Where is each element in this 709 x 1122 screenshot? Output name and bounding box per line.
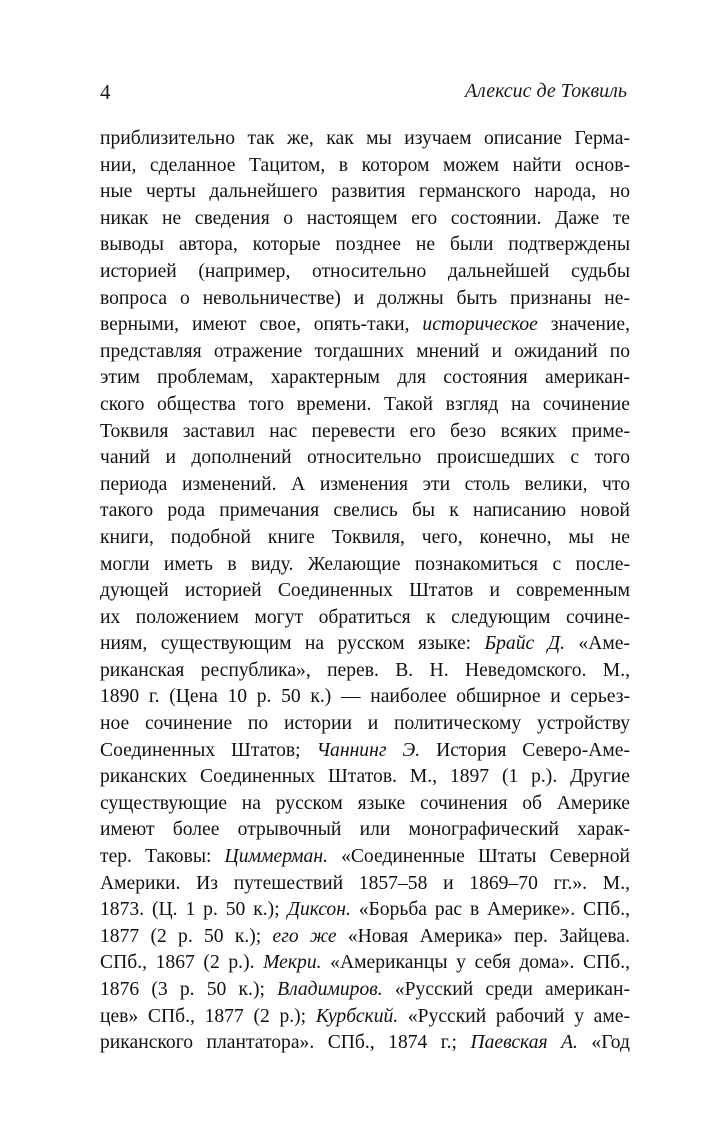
text-segment: цев» СПб., 1877 (2 р.);	[100, 1005, 316, 1027]
text-segment: «Год	[577, 1032, 630, 1054]
text-line	[100, 286, 630, 313]
text-segment: риканская республика», перев. В. Н. Неведомского. М.,	[100, 659, 630, 681]
text-segment: ное сочинение по истории и политическому устройству	[100, 713, 630, 735]
text-line	[100, 578, 630, 605]
text-line	[100, 126, 630, 153]
text-line	[100, 472, 630, 499]
text-line	[100, 924, 630, 951]
italic-text: историческое	[422, 314, 538, 336]
text-segment: 1890 г. (Цена 10 р. 50 к.) — наиболее обширное и серьез-	[100, 686, 630, 708]
text-segment: существующие на русском языке сочинения об Америке	[100, 792, 630, 814]
text-segment: их положением могут обратиться к следующим сочине-	[100, 606, 630, 628]
text-segment: такого рода примечания свелись бы к написанию новой	[100, 500, 630, 522]
text-line	[100, 232, 630, 259]
text-segment: значение,	[537, 314, 630, 336]
text-line	[100, 339, 630, 366]
text-segment: «Аме-	[565, 633, 630, 655]
text-segment: имеют более отрывочный или монографический харак-	[100, 819, 630, 841]
text-line	[100, 738, 630, 765]
text-line	[100, 445, 630, 472]
text-segment: чаний и дополнений относительно происшедших с того	[100, 447, 630, 469]
text-segment: «Борьба рас в Америке». СПб.,	[350, 899, 630, 921]
text-segment: выводы автора, которые позднее не были подтверждены	[100, 234, 630, 256]
text-segment: 1876 (3 р. 50 к.);	[100, 979, 278, 1000]
text-line	[100, 153, 630, 180]
text-segment: Америки. Из путешествий 1857–58 и 1869–70 гг.». М.,	[100, 872, 630, 894]
text-segment: нии, сделанное Тацитом, в котором можем найти основ-	[100, 154, 630, 176]
italic-text: Чаннинг Э.	[316, 739, 421, 761]
text-segment: История Северо-Аме-	[420, 739, 630, 761]
text-line	[100, 605, 630, 632]
text-line	[100, 206, 630, 233]
text-line	[100, 977, 630, 1004]
text-segment: книги, подобной книге Токвиля, чего, конечно, мы не	[100, 526, 630, 548]
italic-text: Мекри.	[263, 952, 322, 974]
text-segment: «Русский среди американ-	[382, 979, 630, 1000]
italic-text: Брайс Д.	[484, 633, 565, 655]
text-segment: СПб., 1867 (2 р.).	[100, 952, 264, 974]
text-segment: представляя отражение тогдашних мнений и ожиданий по	[100, 340, 630, 362]
italic-text: Диксон.	[287, 899, 351, 921]
text-line	[100, 312, 630, 339]
text-segment: 1873. (Ц. 1 р. 50 к.);	[100, 899, 288, 921]
text-line	[100, 179, 630, 206]
text-line	[100, 711, 630, 738]
text-line	[100, 871, 630, 898]
text-segment: историей (например, относительно дальнейшей судьбы	[100, 260, 630, 282]
text-segment: приблизительно так же, как мы изучаем описание Герма-	[100, 128, 630, 149]
text-segment: риканского плантатора». СПб., 1874 г.;	[100, 1032, 471, 1054]
text-line	[100, 658, 630, 685]
text-segment: вопроса о невольничестве) и должны быть признаны не-	[100, 287, 630, 309]
page-header	[100, 80, 627, 110]
text-line	[100, 498, 630, 525]
text-line	[100, 259, 630, 286]
text-line	[100, 764, 630, 791]
text-segment: «Соединенные Штаты Северной	[327, 846, 630, 868]
text-line	[100, 525, 630, 552]
text-segment: могли иметь в виду. Желающие познакомиться с после-	[100, 553, 630, 575]
italic-text: Паевская А.	[470, 1032, 578, 1054]
text-segment: тер. Таковы:	[100, 846, 225, 868]
text-segment: 1877 (2 р. 50 к.);	[100, 925, 273, 947]
text-line	[100, 419, 630, 446]
text-line	[100, 844, 630, 871]
text-segment: риканских Соединенных Штатов. М., 1897 (1 р.). Другие	[100, 766, 630, 788]
text-line	[100, 365, 630, 392]
italic-text: Владимиров.	[277, 979, 383, 1000]
text-line	[100, 817, 630, 844]
text-line	[100, 392, 630, 419]
text-line	[100, 791, 630, 818]
italic-text: его же	[272, 925, 337, 947]
text-segment: верными, имеют свое, опять-таки,	[100, 314, 423, 336]
text-line	[100, 631, 630, 658]
text-line	[100, 950, 630, 977]
page-number: 4	[100, 80, 111, 104]
text-segment: никак не сведения о настоящем его состоянии. Даже те	[100, 207, 630, 229]
text-segment: ниям, существующим на русском языке:	[100, 633, 485, 655]
body-text	[100, 126, 630, 1057]
italic-text: Курбский.	[315, 1005, 399, 1027]
text-segment: периода изменений. А изменения эти столь велики, что	[100, 473, 630, 495]
text-segment: дующей историей Соединенных Штатов и современным	[100, 580, 630, 602]
text-segment: этим проблемам, характерным для состояния американ-	[100, 367, 630, 389]
text-segment: ского общества того времени. Такой взгляд на сочинение	[100, 393, 630, 415]
italic-text: Циммерман.	[224, 846, 328, 868]
text-segment: Соединенных Штатов;	[100, 739, 317, 761]
text-segment: «Новая Америка» пер. Зайцева.	[336, 925, 630, 947]
text-line	[100, 897, 630, 924]
text-segment: «Американцы у себя дома». СПб.,	[321, 952, 630, 974]
text-line	[100, 1004, 630, 1031]
text-segment: «Русский рабочий у аме-	[398, 1005, 630, 1027]
text-segment: Токвиля заставил нас перевести его безо всяких приме-	[100, 420, 630, 442]
running-head: Алексис де Токвиль	[464, 80, 627, 102]
text-line	[100, 684, 630, 711]
text-line	[100, 552, 630, 579]
text-line	[100, 1030, 630, 1057]
text-segment: ные черты дальнейшего развития германского народа, но	[100, 181, 630, 203]
